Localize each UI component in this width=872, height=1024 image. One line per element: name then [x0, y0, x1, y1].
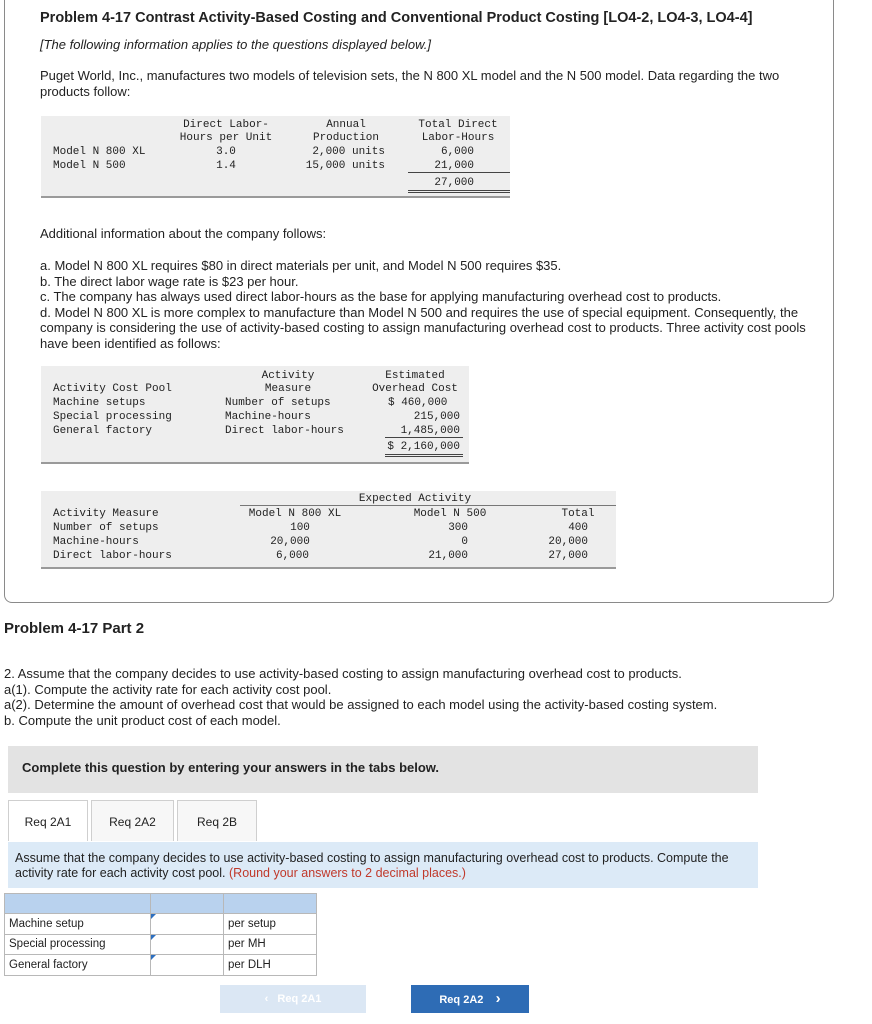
- pool-name: Special processing: [53, 411, 172, 423]
- chevron-right-icon: ›: [495, 990, 501, 1007]
- answer-label: General factory: [5, 955, 151, 976]
- header-model-500: Model N 500: [413, 508, 487, 520]
- header-total: Total: [561, 508, 595, 520]
- row-dlh: 3.0: [216, 146, 236, 158]
- header-measure-1: Activity: [261, 370, 315, 382]
- next-label: Req 2A2: [439, 994, 484, 1006]
- tab-req-2b[interactable]: Req 2B: [177, 800, 257, 841]
- item-d: d. Model N 800 XL is more complex to manufacture than Model N 500 and requires the use of special equipment. Consequently, the company is considering the use of activity-based costing to assign manufacturing overhead cost to products. Three activity cost pools have been identified as follows:: [40, 304, 806, 351]
- answer-row: [5, 934, 317, 955]
- additional-heading: Additional information about the company follows:: [40, 226, 327, 241]
- answer-unit: per MH: [224, 934, 317, 955]
- machine-setup-rate-cell: [151, 914, 224, 935]
- activity-total: 27,000: [548, 550, 588, 562]
- answer-unit: per setup: [224, 914, 317, 935]
- part-title: Problem 4-17 Part 2: [4, 620, 145, 637]
- machine-setup-rate-input[interactable]: [151, 914, 223, 933]
- header-measure-2: Measure: [264, 383, 312, 395]
- pool-cost: 215,000: [413, 411, 460, 423]
- activity-measure: Number of setups: [53, 522, 159, 534]
- activity-total: 20,000: [548, 536, 588, 548]
- tab-req-2a2[interactable]: Req 2A2: [91, 800, 174, 841]
- header-model-800: Model N 800 XL: [248, 508, 342, 520]
- row-total: 21,000: [434, 160, 474, 172]
- pool-total: $ 2,160,000: [387, 441, 460, 453]
- row-production: 15,000 units: [305, 160, 385, 172]
- general-factory-rate-input[interactable]: [151, 955, 223, 974]
- tab-req-2a1[interactable]: Req 2A1: [8, 800, 88, 841]
- instruction-text: Assume that the company decides to use activity-based costing to assign manufacturing overhead cost to products. Compute the activity rate for each activity cost pool.: [15, 851, 729, 880]
- instruction-box: [8, 842, 758, 888]
- item-a: a. Model N 800 XL requires $80 in direct materials per unit, and Model N 500 requires $35.: [40, 258, 562, 273]
- next-req-button[interactable]: [411, 985, 529, 1013]
- pool-name: General factory: [53, 425, 153, 437]
- prev-req-button[interactable]: [220, 985, 366, 1013]
- header-dlh-2: Hours per Unit: [179, 132, 273, 144]
- activity-m800: 20,000: [270, 536, 310, 548]
- problem-title: Problem 4-17 Contrast Activity-Based Costing and Conventional Product Costing [LO4-2, LO4-3, LO4-4]: [40, 10, 753, 26]
- activity-m500: 21,000: [428, 550, 468, 562]
- row-production: 2,000 units: [312, 146, 385, 158]
- problem-subtitle: [The following information applies to the questions displayed below.]: [40, 37, 431, 52]
- activity-m800: 100: [290, 522, 310, 534]
- header-production-1: Annual: [326, 119, 366, 131]
- activity-total: 400: [568, 522, 588, 534]
- header-total-1: Total Direct: [418, 119, 498, 131]
- header-cost-2: Overhead Cost: [372, 383, 458, 395]
- pool-measure: Direct labor-hours: [225, 425, 344, 437]
- activity-m500: 0: [461, 536, 468, 548]
- additional-items: [40, 258, 820, 351]
- pool-measure: Number of setups: [225, 397, 331, 409]
- answer-label: Special processing: [5, 934, 151, 955]
- item-c: c. The company has always used direct labor-hours as the base for applying manufacturing overhead cost to products.: [40, 289, 722, 304]
- question-line: 2. Assume that the company decides to use activity-based costing to assign manufacturing overhead cost to products.: [4, 666, 682, 681]
- problem-intro: Puget World, Inc., manufactures two models of television sets, the N 800 XL model and the N 500 model. Data regarding the two products follow:: [40, 68, 780, 99]
- header-expected-activity: Expected Activity: [358, 493, 472, 505]
- answer-row: [5, 955, 317, 976]
- answer-label: Machine setup: [5, 914, 151, 935]
- activity-measure: Direct labor-hours: [53, 550, 172, 562]
- chevron-left-icon: ‹: [264, 993, 269, 1005]
- activity-m500: 300: [448, 522, 468, 534]
- pool-measure: Machine-hours: [225, 411, 311, 423]
- header-production-2: Production: [312, 132, 379, 144]
- header-dlh-1: Direct Labor-: [183, 119, 269, 131]
- answer-row: [5, 914, 317, 935]
- row-total: 6,000: [440, 146, 474, 158]
- question-line: a(2). Determine the amount of overhead cost that would be assigned to each model using the activity-based costing system.: [4, 697, 718, 712]
- pool-cost: 1,485,000: [400, 425, 460, 437]
- row-model: Model N 800 XL: [53, 146, 146, 158]
- input-marker-icon: [151, 914, 156, 919]
- input-marker-icon: [151, 935, 156, 940]
- activity-m800: 6,000: [275, 550, 309, 562]
- answer-unit: per DLH: [224, 955, 317, 976]
- answer-header-row: [5, 894, 317, 914]
- grand-total: 27,000: [434, 177, 474, 189]
- item-b: b. The direct labor wage rate is $23 per hour.: [40, 273, 299, 289]
- part-questions: [4, 666, 804, 728]
- header-total-2: Labor-Hours: [421, 132, 495, 144]
- header-activity-measure: Activity Measure: [53, 508, 159, 520]
- row-dlh: 1.4: [216, 160, 236, 172]
- general-factory-rate-cell: [151, 955, 224, 976]
- prev-label: Req 2A1: [277, 993, 322, 1005]
- question-line: b. Compute the unit product cost of each model.: [4, 712, 281, 728]
- header-pool: Activity Cost Pool: [53, 383, 172, 395]
- rounding-note: (Round your answers to 2 decimal places.): [229, 866, 466, 880]
- activity-measure: Machine-hours: [53, 536, 139, 548]
- special-processing-rate-input[interactable]: [151, 935, 223, 954]
- complete-text: Complete this question by entering your answers in the tabs below.: [22, 760, 440, 775]
- pool-cost: $ 460,000: [388, 397, 448, 409]
- row-model: Model N 500: [53, 160, 126, 172]
- input-marker-icon: [151, 955, 156, 960]
- answer-table: [4, 893, 317, 976]
- complete-banner: [8, 746, 758, 793]
- special-processing-rate-cell: [151, 934, 224, 955]
- pool-name: Machine setups: [53, 397, 146, 409]
- question-line: a(1). Compute the activity rate for each activity cost pool.: [4, 681, 332, 697]
- header-cost-1: Estimated: [385, 370, 445, 382]
